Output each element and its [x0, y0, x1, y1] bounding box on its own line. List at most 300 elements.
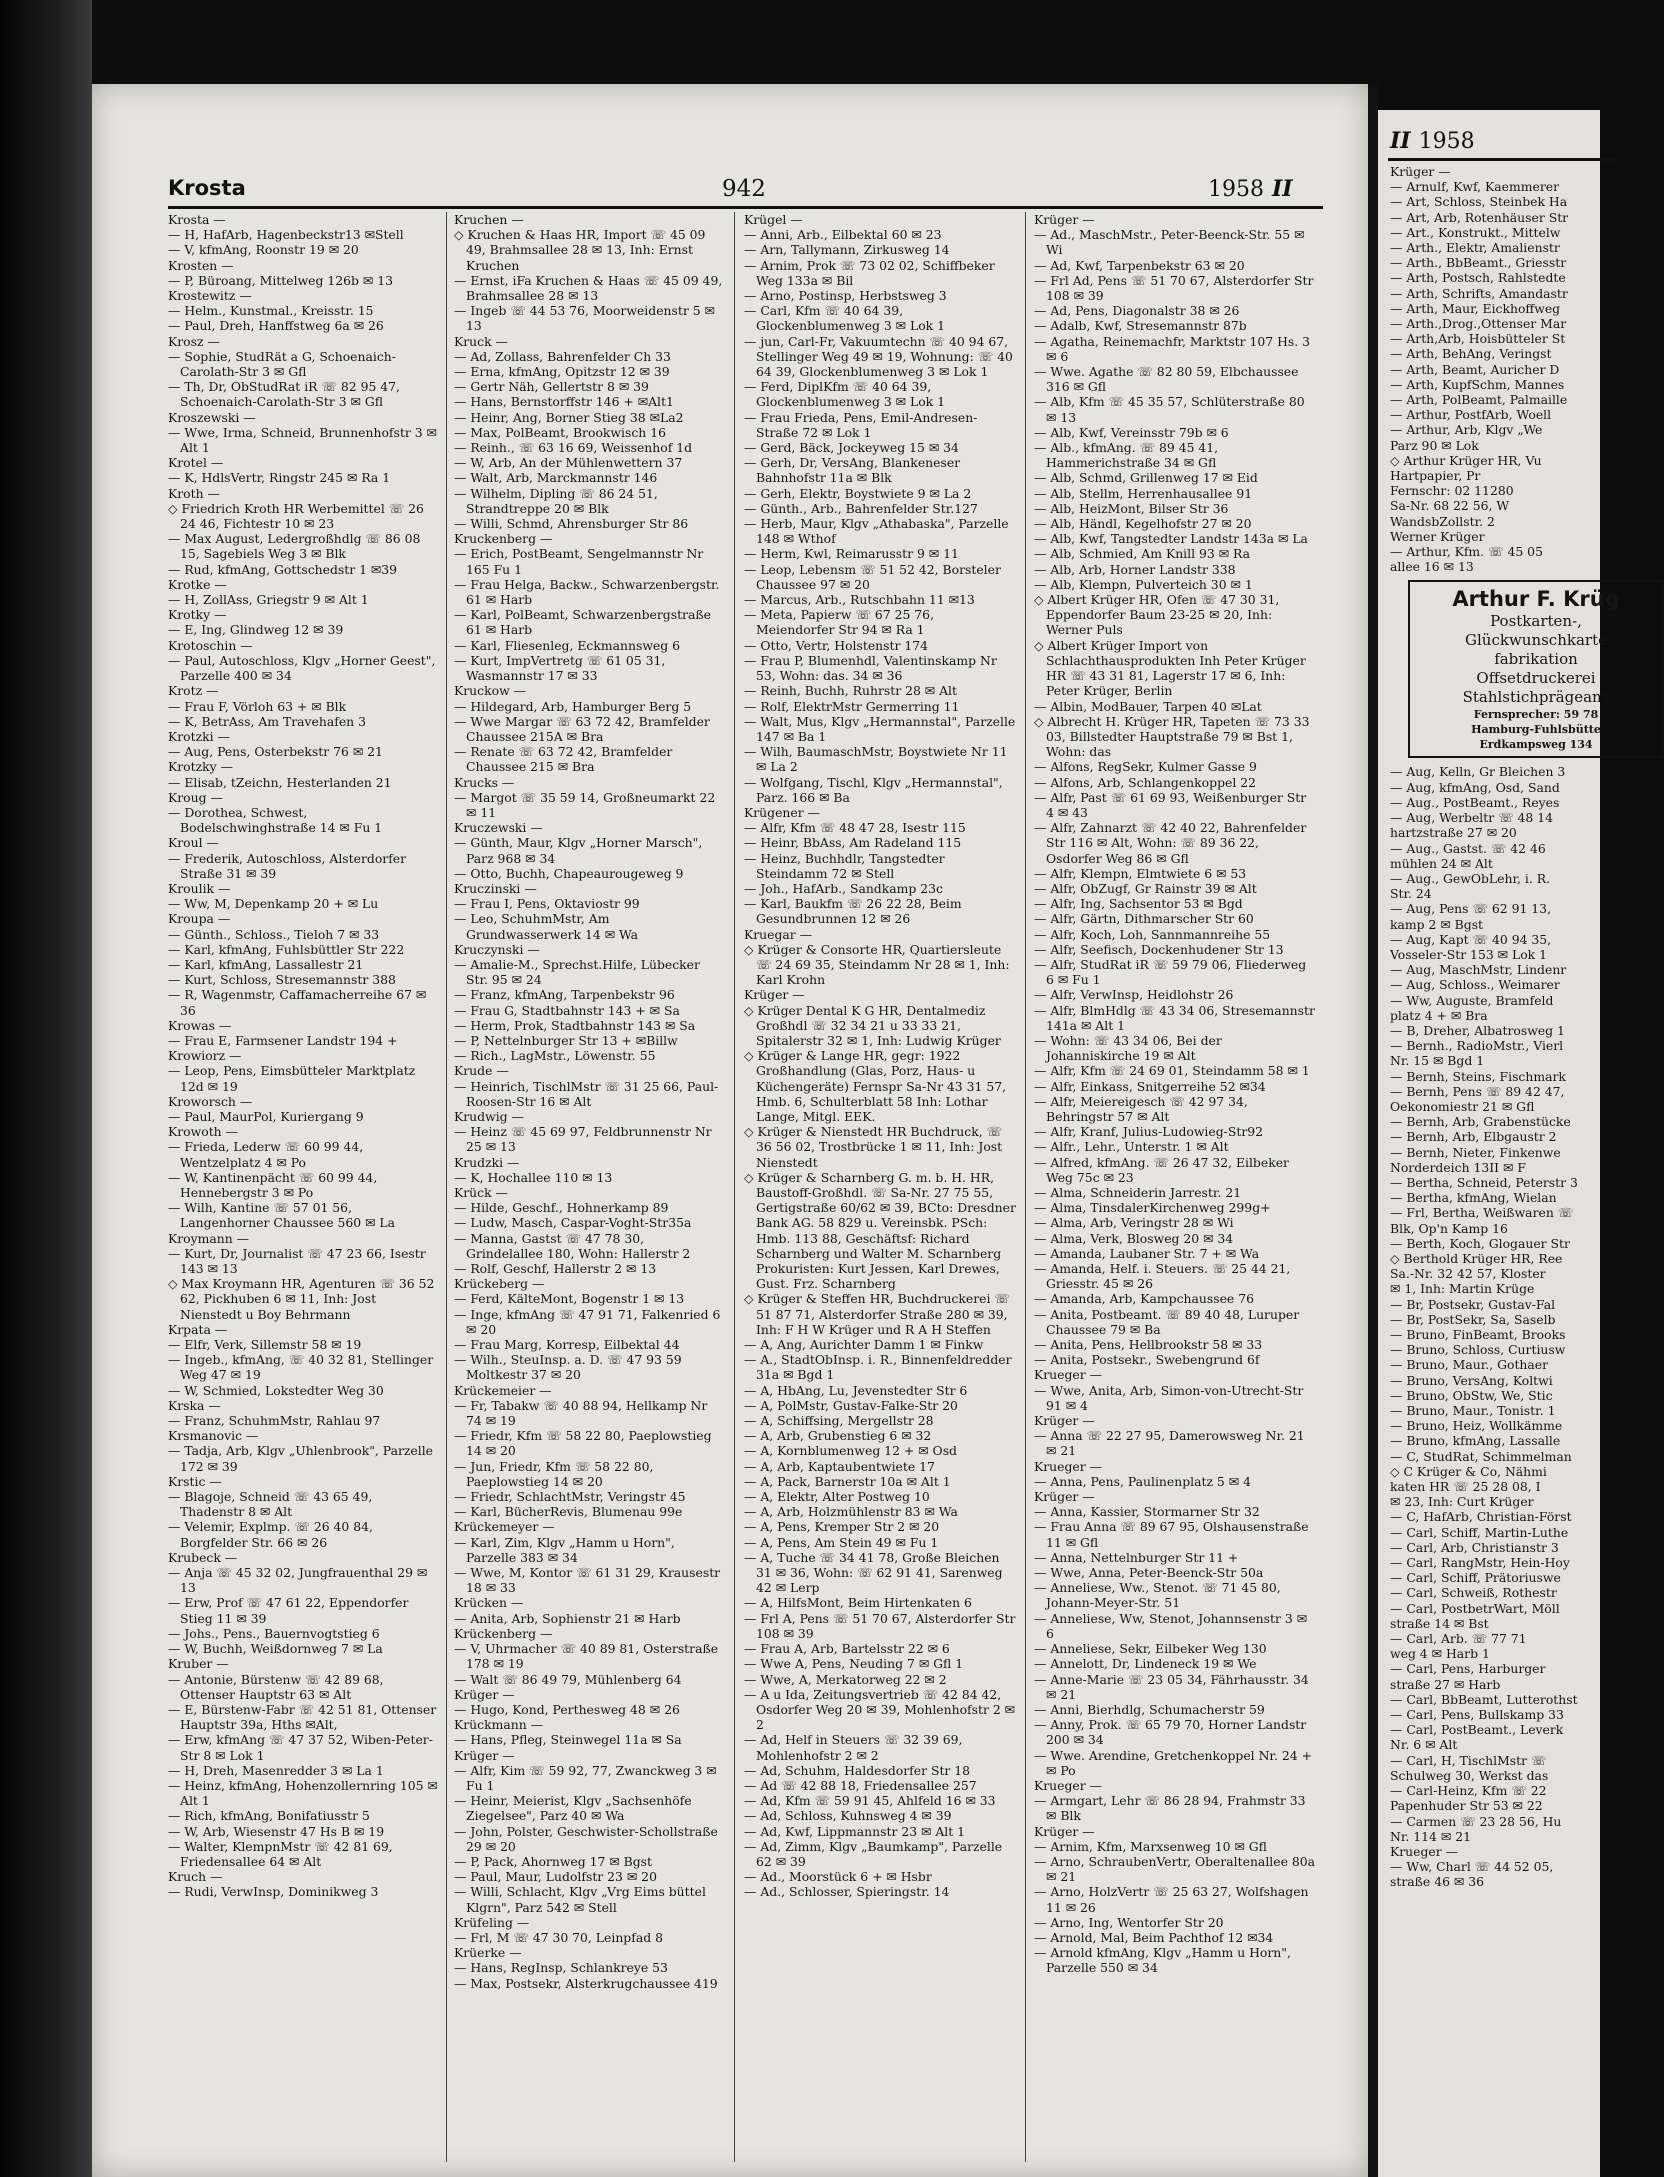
directory-entry: — Wwe, Anita, Arb, Simon-von-Utrecht-Str 91 ✉ 4 — [1034, 1382, 1304, 1413]
facing-header-rule — [1388, 158, 1618, 161]
facing-entry: — Bernh., RadioMstr., Vierl — [1390, 1038, 1564, 1054]
facing-entry: Nr. 114 ✉ 21 — [1390, 1828, 1471, 1844]
directory-entry: — Ingeb., kfmAng, ☏ 40 32 81, Stellinger Weg 47 ✉ 19 — [168, 1352, 434, 1383]
facing-entry: — Arth, Beamt, Auricher D — [1390, 361, 1560, 377]
scan-margin — [0, 0, 92, 2177]
surname-heading: Krotoschin — — [168, 637, 253, 653]
directory-entry: — Kurt, Dr, Journalist ☏ 47 23 66, Isestr 143 ✉ 13 — [168, 1245, 426, 1277]
directory-entry: — Ad, Helf in Steuers ☏ 32 39 69, Mohlenhofstr 2 ✉ 2 — [744, 1732, 963, 1763]
facing-entry: Oekonomiestr 21 ✉ Gfl — [1390, 1098, 1535, 1114]
directory-entry: — Armgart, Lehr ☏ 86 28 94, Frahmstr 33 ✉ Blk — [1034, 1793, 1306, 1824]
directory-entry: — Anita, Postsekr., Swebengrund 6f — [1034, 1352, 1260, 1368]
surname-heading: Krudwig — — [454, 1108, 524, 1124]
directory-entry: — Karl, Zim, Klgv „Hamm u Horn", Parzelle 383 ✉ 34 — [454, 1534, 675, 1565]
directory-entry: — Aug, Pens, Osterbekstr 76 ✉ 21 — [168, 744, 383, 760]
directory-entry: — Ferd, DiplKfm ☏ 40 64 39, Glockenblumenweg 3 ✉ Lok 1 — [744, 379, 945, 410]
facing-entry: — Arth,Arb, Hoisbütteler St — [1390, 331, 1566, 347]
directory-entry: — Alb, HeizMont, Bilser Str 36 — [1034, 500, 1229, 516]
surname-heading: Kruczewski — — [454, 820, 543, 836]
page-gutter — [1368, 84, 1378, 2177]
facing-entry: — Aug., Gastst. ☏ 42 46 — [1390, 840, 1546, 856]
directory-entry: — A, Ang, Aurichter Damm 1 ✉ Finkw — [744, 1337, 984, 1353]
directory-entry: — Wwe, Irma, Schneid, Brunnenhofstr 3 ✉ Alt 1 — [168, 424, 437, 456]
directory-entry: — Friedr, SchlachtMstr, Veringstr 45 — [454, 1489, 686, 1505]
surname-heading: Krotzki — — [168, 728, 230, 744]
surname-heading: Krüerke — — [454, 1945, 522, 1961]
facing-entry: kamp 2 ✉ Bgst — [1390, 916, 1484, 932]
facing-entry: — Carl, Schiff, Prätoriuswe — [1390, 1570, 1561, 1586]
facing-entry: — Bruno, Schloss, Curtiusw — [1390, 1342, 1566, 1358]
ad-address: Hamburg-Fuhlsbütte — [1471, 723, 1601, 737]
directory-entry: — Alfr, Einkass, Snitgerreihe 52 ✉34 — [1034, 1078, 1266, 1094]
directory-entry: — Alb, Kwf, Vereinsstr 79b ✉ 6 — [1034, 424, 1229, 440]
ad-line: Postkarten-, — [1490, 612, 1582, 631]
facing-entry: straße 46 ✉ 36 — [1390, 1874, 1484, 1890]
directory-entry: — Th, Dr, ObStudRat iR ☏ 82 95 47, Schoenaich-Carolath-Str 3 ✉ Gfl — [168, 379, 400, 410]
firm-entry: ◇ Friedrich Kroth HR Werbemittel ☏ 26 24 46, Fichtestr 10 ✉ 23 — [168, 500, 424, 532]
facing-entry: ◇ C Krüger & Co, Nähmi — [1390, 1463, 1547, 1479]
header-rule — [168, 206, 1323, 209]
directory-entry: — A, Tuche ☏ 34 41 78, Große Bleichen 31 ✉ 36, Wohn: ☏ 62 91 41, Sarenweg 42 ✉ Lerp — [744, 1549, 1003, 1596]
directory-entry: — W, Arb, Wiesenstr 47 Hs B ✉ 19 — [168, 1823, 385, 1839]
surname-heading: Kruber — — [168, 1656, 229, 1672]
directory-entry: — Heinz, kfmAng, Hohenzollernring 105 ✉ Alt 1 — [168, 1777, 438, 1809]
facing-entries-top — [1390, 164, 1650, 574]
directory-entry: — Erna, kfmAng, Opitzstr 12 ✉ 39 — [454, 364, 670, 380]
facing-entry: — Art, Arb, Rotenhäuser Str — [1390, 209, 1569, 225]
facing-entry: — Frl, Bertha, Weißwaren ☏ — [1390, 1205, 1574, 1221]
directory-entry: — Rich, kfmAng, Bonifatiusstr 5 — [168, 1808, 370, 1824]
directory-entry: — Frau I, Pens, Oktaviostr 99 — [454, 896, 640, 912]
directory-entry: — Wwe Margar ☏ 63 72 42, Bramfelder Chaussee 215A ✉ Bra — [454, 713, 710, 744]
facing-entry: — Arnulf, Kwf, Kaemmerer — [1390, 179, 1560, 195]
directory-entry: — A, Elektr, Alter Postweg 10 — [744, 1489, 930, 1505]
facing-entry: — Arth, BehAng, Veringst — [1390, 346, 1552, 362]
surname-heading: Kroymann — — [168, 1230, 250, 1246]
directory-entry: — Alfr, StudRat iR ☏ 59 79 06, Fliederweg 6 ✉ Fu 1 — [1034, 956, 1307, 988]
facing-entry: — Carl, Schweiß, Rothestr — [1390, 1585, 1557, 1601]
facing-entry: — Bruno, Maur., Gothaer — [1390, 1357, 1549, 1373]
firm-entry: ◇ Albrecht H. Krüger HR, Tapeten ☏ 73 33 03, Billstedter Hauptstraße 79 ✉ Bst 1, Wohn: das — [1034, 713, 1310, 760]
directory-entry: — Walt, Arb, Marckmannstr 146 — [454, 470, 658, 486]
facing-entry: — Bernh, Nieter, Finkenwe — [1390, 1144, 1561, 1160]
directory-entry: — Alfr, Kfm ☏ 48 47 28, Isestr 115 — [744, 820, 966, 836]
column-divider — [446, 212, 447, 2162]
directory-entry: — Alfr, Kim ☏ 59 92, 77, Zwanckweg 3 ✉ Fu 1 — [454, 1762, 717, 1793]
ad-line: Offsetdruckerei — [1476, 669, 1596, 688]
facing-entry: Nr. 6 ✉ Alt — [1390, 1737, 1458, 1753]
directory-entry: — Ad, Pens, Diagonalstr 38 ✉ 26 — [1034, 303, 1240, 319]
facing-entry: — Carl, Pens, Harburger — [1390, 1661, 1546, 1677]
surname-heading: Kroth — — [168, 485, 220, 501]
facing-entry: — Carl-Heinz, Kfm ☏ 22 — [1390, 1783, 1547, 1799]
surname-heading: Krotky — — [168, 607, 227, 623]
running-head: Krosta — [168, 176, 246, 200]
surname-heading: Krucks — — [454, 774, 515, 790]
directory-entry: — Otto, Buchh, Chapeaurougeweg 9 — [454, 865, 684, 881]
facing-entry: — Arthur, Arb, Klgv „We — [1390, 422, 1543, 438]
directory-entry: — John, Polster, Geschwister-Schollstraße 29 ✉ 20 — [454, 1823, 718, 1854]
facing-entry: — Bernh, Steins, Fischmark — [1390, 1068, 1566, 1084]
directory-entry: — A, Arb, Kaptaubentwiete 17 — [744, 1458, 935, 1474]
facing-entry: — Arth., BbBeamt., Griesstr — [1390, 255, 1567, 271]
surname-heading: Krostewitz — — [168, 288, 252, 304]
facing-entry: — Arth., Elektr, Amalienstr — [1390, 240, 1560, 256]
directory-entry: — Wwe, M, Kontor ☏ 61 31 29, Krausestr 18 ✉ 33 — [454, 1565, 721, 1596]
directory-entry: — Frau Helga, Backw., Schwarzenbergstr. 61 ✉ Harb — [454, 576, 720, 608]
directory-entry: — Kurt, Schloss, Stresemannstr 388 — [168, 972, 396, 988]
facing-entry: — B, Dreher, Albatrosweg 1 — [1390, 1022, 1565, 1038]
facing-entry: — Carl, RangMstr, Hein-Hoy — [1390, 1555, 1570, 1571]
directory-entry: — Anita, Arb, Sophienstr 21 ✉ Harb — [454, 1610, 681, 1626]
directory-entry: — Anneliese, Ww., Stenot. ☏ 71 45 80, Johann-Meyer-Str. 51 — [1034, 1580, 1281, 1611]
firm-entry: ◇ Krüger & Nienstedt HR Buchdruck, ☏ 36 56 02, Trostbrücke 1 ✉ 11, Inh: Jost Nienstedt — [744, 1124, 1003, 1170]
facing-entry: — Aug., PostBeamt., Reyes — [1390, 794, 1560, 810]
directory-entry: — Alfr, BlmHdlg ☏ 43 34 06, Stresemannstr 141a ✉ Alt 1 — [1034, 1002, 1315, 1033]
facing-entry: — Bernh, Pens ☏ 89 42 47, — [1390, 1083, 1565, 1099]
directory-entry: — Dorothea, Schwest, Bodelschwinghstraße 14 ✉ Fu 1 — [168, 804, 383, 836]
directory-entry: — Erich, PostBeamt, Sengelmannstr Nr 165 Fu 1 — [454, 546, 704, 577]
surname-heading: Krückemeyer — — [454, 1519, 555, 1535]
directory-entry: — Ad, Kfm ☏ 59 91 45, Ahlfeld 16 ✉ 33 — [744, 1793, 996, 1809]
directory-entry: — Renate ☏ 63 72 42, Bramfelder Chaussee 215 ✉ Bra — [454, 744, 673, 775]
directory-entry: — Ad., Schlosser, Spieringstr. 14 — [744, 1884, 950, 1900]
directory-entry: — Heinz ☏ 45 69 97, Feldbrunnenstr Nr 25 ✉ 13 — [454, 1124, 712, 1155]
directory-entry: — Heinr, Meierist, Klgv „Sachsenhöfe Ziegelsee", Parz 40 ✉ Wa — [454, 1793, 692, 1824]
directory-entry: — Ad, Zimm, Klgv „Baumkamp", Parzelle 62 ✉ 39 — [744, 1838, 1003, 1869]
directory-entry: — Reinh, Buchh, Ruhrstr 28 ✉ Alt — [744, 683, 957, 699]
facing-column — [1390, 164, 1650, 1890]
directory-entry: — Carl, Kfm ☏ 40 64 39, Glockenblumenweg 3 ✉ Lok 1 — [744, 303, 945, 334]
surname-heading: Kruckenberg — — [454, 531, 553, 547]
surname-heading: Krüger — — [454, 1747, 515, 1763]
directory-entry: — Erw, kfmAng ☏ 47 37 52, Wiben-Peter-Str 8 ✉ Lok 1 — [168, 1732, 433, 1763]
directory-entry: — Leop, Pens, Eimsbütteler Marktplatz 12d ✉ 19 — [168, 1063, 416, 1094]
firm-entry: ◇ Albert Krüger HR, Ofen ☏ 47 30 31, Eppendorfer Baum 23-25 ✉ 20, Inh: Werner Puls — [1034, 592, 1280, 638]
directory-entry: — Ad, Zollass, Bahrenfelder Ch 33 — [454, 348, 671, 364]
directory-entry: — E, Ing, Glindweg 12 ✉ 39 — [168, 622, 344, 638]
facing-entry: — Bruno, FinBeamt, Brooks — [1390, 1327, 1566, 1342]
directory-entry: — Ludw, Masch, Caspar-Voght-Str35a — [454, 1215, 692, 1231]
directory-entry: — Rolf, Geschf, Hallerstr 2 ✉ 13 — [454, 1261, 657, 1277]
facing-entry: — Carl, Schiff, Martin-Luthe — [1390, 1524, 1569, 1540]
directory-entry: — Ad., MaschMstr., Peter-Beenck-Str. 55 ✉ Wi — [1034, 227, 1305, 258]
directory-entry: — A, Arb, Holzmühlenstr 83 ✉ Wa — [744, 1504, 958, 1520]
directory-entry: — Rudi, VerwInsp, Dominikweg 3 — [168, 1884, 379, 1900]
directory-entry: — Günth, Maur, Klgv „Horner Marsch", Parz 968 ✉ 34 — [454, 835, 703, 866]
directory-entry: — W, Arb, An der Mühlenwettern 37 — [454, 455, 683, 471]
facing-page-header — [1390, 128, 1475, 154]
surname-heading: Kruckow — — [454, 683, 527, 699]
surname-heading: Krueger — — [1034, 1367, 1103, 1383]
surname-heading: Krückemeier — — [454, 1382, 552, 1398]
directory-entry: — Amanda, Arb, Kampchaussee 76 — [1034, 1291, 1254, 1307]
facing-entry: straße 27 ✉ Harb — [1390, 1676, 1501, 1692]
directory-entry: — Fr, Tabakw ☏ 40 88 94, Hellkamp Nr 74 ✉ 19 — [454, 1397, 708, 1429]
directory-entry: — Ingeb ☏ 44 53 76, Moorweidenstr 5 ✉ 13 — [454, 303, 715, 334]
directory-entry: — Ad, Kwf, Tarpenbekstr 63 ✉ 20 — [1034, 257, 1245, 273]
directory-entry: — Herm, Kwl, Reimarusstr 9 ✉ 11 — [744, 546, 959, 562]
surname-heading: Krüger — — [1034, 1489, 1095, 1505]
surname-heading: Krücken — — [454, 1595, 524, 1611]
facing-entry: — Bruno, Heiz, Wollkämme — [1390, 1418, 1563, 1434]
directory-entry: — Alb., kfmAng. ☏ 89 45 41, Hammerichstraße 34 ✉ Gfl — [1034, 440, 1219, 471]
facing-entry: — Br, PostSekr, Sa, Saselb — [1390, 1311, 1556, 1327]
directory-entry: — Alfons, RegSekr, Kulmer Gasse 9 — [1034, 759, 1257, 775]
directory-entry: — Karl, BücherRevis, Blumenau 99e — [454, 1504, 683, 1520]
facing-page — [1378, 110, 1620, 2177]
directory-entry: — Alfons, Arb, Schlangenkoppel 22 — [1034, 774, 1256, 790]
directory-entry: — Otto, Vertr, Holstenstr 174 — [744, 637, 928, 653]
directory-entry: — Hans, Bernstorffstr 146 + ✉Alt1 — [454, 394, 674, 410]
facing-entry: — Bruno, VersAng, Koltwi — [1390, 1372, 1553, 1388]
directory-entry: — Anne-Marie ☏ 23 05 34, Fährhausstr. 34 ✉ 21 — [1034, 1671, 1309, 1702]
surname-heading: Krowas — — [168, 1017, 232, 1033]
directory-entry: — W, Buchh, Weißdornweg 7 ✉ La — [168, 1641, 383, 1657]
directory-entry: — Marcus, Arb., Rutschbahn 11 ✉13 — [744, 592, 975, 608]
directory-entry: — Herm, Prok, Stadtbahnstr 143 ✉ Sa — [454, 1017, 696, 1033]
directory-entry: — Alfr, ObZugf, Gr Rainstr 39 ✉ Alt — [1034, 880, 1257, 896]
facing-entry: Nr. 15 ✉ Bgd 1 — [1390, 1053, 1485, 1069]
surname-heading: Krowoth — — [168, 1124, 238, 1140]
facing-entry: Werner Krüger — [1390, 528, 1485, 544]
directory-entry: — Wwe, Anna, Peter-Beenck-Str 50a — [1034, 1565, 1264, 1581]
directory-entry: — Hans, RegInsp, Schlankreye 53 — [454, 1960, 668, 1976]
directory-entry: — Karl, kfmAng, Fuhlsbüttler Str 222 — [168, 941, 405, 957]
facing-entry: — Carl, Arb. ☏ 77 71 — [1390, 1631, 1527, 1647]
directory-entry: — Alfr., Lehr., Unterstr. 1 ✉ Alt — [1034, 1139, 1229, 1155]
directory-entry: — Frederik, Autoschloss, Alsterdorfer Straße 31 ✉ 39 — [168, 850, 407, 881]
surname-heading: Krosz — — [168, 333, 220, 349]
directory-entry: — W, Kantinenpächt ☏ 60 99 44, Hennebergstr 3 ✉ Po — [168, 1169, 378, 1200]
directory-entry: — Blagoje, Schneid ☏ 43 65 49, Thadenstr 8 ✉ Alt — [168, 1489, 373, 1520]
year-volume — [1208, 176, 1293, 206]
facing-entry: — Aug., GewObLehr, i. R. — [1390, 870, 1551, 886]
surname-heading: Krueger — — [1034, 1458, 1103, 1474]
directory-entry: — A, Arb, Grubenstieg 6 ✉ 32 — [744, 1428, 932, 1444]
directory-entry: — Paul, Dreh, Hanffstweg 6a ✉ 26 — [168, 318, 384, 334]
directory-entry: — Max, Postsekr, Alsterkrugchaussee 419 — [454, 1975, 718, 1991]
directory-entry: — Frau Marg, Korresp, Eilbektal 44 — [454, 1337, 680, 1353]
directory-entry: — Walt, Mus, Klgv „Hermannstal", Parzelle 147 ✉ Ba 1 — [744, 713, 1016, 744]
directory-entry: — Anita, Pens, Hellbrookstr 58 ✉ 33 — [1034, 1337, 1263, 1353]
facing-entry: — Ww, Charl ☏ 44 52 05, — [1390, 1859, 1554, 1875]
facing-entry: ◇ Berthold Krüger HR, Ree — [1390, 1250, 1563, 1266]
directory-entry: — Gertr Näh, Gellertstr 8 ✉ 39 — [454, 379, 649, 395]
directory-entry: — Frl Ad, Pens ☏ 51 70 67, Alsterdorfer Str 108 ✉ 39 — [1034, 272, 1314, 304]
directory-entry: — Willi, Schmd, Ahrensburger Str 86 — [454, 516, 689, 532]
directory-entry: — Alb, Schmd, Grillenweg 17 ✉ Eid — [1034, 470, 1258, 486]
directory-entry: — Hilde, Geschf., Hohnerkamp 89 — [454, 1200, 669, 1216]
directory-entry: — Alma, Schneiderin Jarrestr. 21 — [1034, 1185, 1242, 1200]
directory-entry: — Gerd, Bäck, Jockeyweg 15 ✉ 34 — [744, 440, 959, 456]
directory-entry: — Anita, Postbeamt. ☏ 89 40 48, Luruper Chaussee 79 ✉ Ba — [1034, 1306, 1300, 1337]
facing-entry: mühlen 24 ✉ Alt — [1390, 855, 1493, 871]
directory-entry: — H, HafArb, Hagenbeckstr13 ✉Stell — [168, 227, 404, 243]
directory-entry: — K, HdlsVertr, Ringstr 245 ✉ Ra 1 — [168, 470, 391, 486]
directory-entry: — Anni, Arb., Eilbektal 60 ✉ 23 — [744, 227, 942, 243]
directory-entry: — Frau A, Arb, Bartelsstr 22 ✉ 6 — [744, 1641, 950, 1657]
surname-heading: Krüger — — [744, 987, 805, 1003]
directory-entry: — Arnim, Kfm, Marxsenweg 10 ✉ Gfl — [1034, 1838, 1267, 1854]
ad-phone: Fernsprecher: 59 78 — [1473, 708, 1599, 722]
directory-entry: — Gerh, Elektr, Boystwiete 9 ✉ La 2 — [744, 485, 972, 501]
surname-heading: Krügener — — [744, 804, 820, 820]
directory-entry: — Paul, Autoschloss, Klgv „Horner Geest", Parzelle 400 ✉ 34 — [168, 652, 436, 684]
directory-entry: — Albin, ModBauer, Tarpen 40 ✉Lat — [1034, 698, 1262, 714]
facing-entry: — Bernh, Arb, Elbgaustr 2 — [1390, 1129, 1557, 1145]
facing-entry: Sa.-Nr. 32 42 57, Kloster — [1390, 1266, 1546, 1282]
directory-entry: — K, BetrAss, Am Travehafen 3 — [168, 713, 366, 729]
facing-entry: — Carl, BbBeamt, Lutterothst — [1390, 1691, 1578, 1707]
surname-heading: Kroszewski — — [168, 409, 256, 425]
directory-entry: — Leop, Lebensm ☏ 51 52 42, Borsteler Chaussee 97 ✉ 20 — [744, 561, 1001, 592]
volume: II — [1272, 176, 1293, 202]
directory-entry: — Alb, Kwf, Tangstedter Landstr 143a ✉ La — [1034, 531, 1308, 547]
directory-entry: — Paul, MaurPol, Kuriergang 9 — [168, 1108, 364, 1124]
directory-entry: — Ad, Kwf, Lippmannstr 23 ✉ Alt 1 — [744, 1823, 966, 1839]
directory-entry: — Max August, Ledergroßhdlg ☏ 86 08 15, Sagebiels Weg 3 ✉ Blk — [168, 531, 421, 562]
surname-heading: Krückenberg — — [454, 1625, 553, 1641]
page-number: 942 — [722, 176, 766, 202]
directory-entry: — Alfr, Seefisch, Dockenhudener Str 13 — [1034, 941, 1284, 957]
directory-entry: — Ferd, KälteMont, Bogenstr 1 ✉ 13 — [454, 1291, 685, 1307]
directory-entry: — A, Pack, Barnerstr 10a ✉ Alt 1 — [744, 1473, 951, 1489]
facing-entry: Krueger — — [1390, 1843, 1459, 1859]
surname-heading: Krubeck — — [168, 1549, 238, 1565]
directory-entry: — Wilhelm, Dipling ☏ 86 24 51, Strandtreppe 20 ✉ Blk — [454, 485, 658, 516]
directory-entry: — Arno, SchraubenVertr, Oberaltenallee 80a ✉ 21 — [1034, 1853, 1316, 1885]
directory-entry: — Alfr, Kranf, Julius-Ludowieg-Str92 — [1034, 1124, 1264, 1140]
surname-heading: Krüfeling — — [454, 1914, 530, 1930]
directory-entry: — Frau P, Blumenhdl, Valentinskamp Nr 53, Wohn: das. 34 ✉ 36 — [744, 652, 997, 684]
firm-entry: ◇ Krüger & Steffen HR, Buchdruckerei ☏ 51 87 71, Alsterdorfer Straße 280 ✉ 39, Inh: F H W Krüger und R A H Steffen — [744, 1291, 1010, 1337]
surname-heading: Kroulik — — [168, 880, 231, 896]
directory-entry: — H, ZollAss, Griegstr 9 ✉ Alt 1 — [168, 592, 369, 608]
directory-entry: — Arno, HolzVertr ☏ 25 63 27, Wolfshagen 11 ✉ 26 — [1034, 1884, 1309, 1915]
directory-entry: — Ad, Schuhm, Haldesdorfer Str 18 — [744, 1762, 971, 1778]
directory-entry: — Karl, PolBeamt, Schwarzenbergstraße 61 ✉ Harb — [454, 607, 711, 638]
column-2 — [454, 212, 724, 2157]
directory-entry: — Wilh, Kantine ☏ 57 01 56, Langenhorner Chaussee 560 ✉ La — [168, 1200, 396, 1231]
facing-entry: — Bruno, kfmAng, Lassalle — [1390, 1433, 1561, 1449]
directory-entry: — A, Kornblumenweg 12 + ✉ Osd — [744, 1443, 957, 1459]
directory-entry: — Arn, Tallymann, Zirkusweg 14 — [744, 242, 950, 258]
directory-entry: — A, PolMstr, Gustav-Falke-Str 20 — [744, 1397, 958, 1413]
directory-entry: — Wwe. Agathe ☏ 82 80 59, Elbchaussee 316 ✉ Gfl — [1034, 364, 1299, 395]
firm-entry: ◇ Krüger & Lange HR, gegr: 1922 Großhandlung (Glas, Porz, Haus- u Küchengeräte) Fernspr Sa-Nr 43 31 57, Hmb. 6, Schulterblatt 58 Inh: Lothar Lange, Mitgl. EEK. — [744, 1048, 1007, 1124]
directory-entry: — Alfr, Past ☏ 61 69 93, Weißenburger Str 4 ✉ 43 — [1034, 789, 1307, 820]
directory-entry: — jun, Carl-Fr, Vakuumtechn ☏ 40 94 67, Stellinger Weg 49 ✉ 19, Wohnung: ☏ 40 64 39, Glockenblumenweg 3 ✉ Lok 1 — [744, 333, 1013, 380]
facing-entry: Papenhuder Str 53 ✉ 22 — [1390, 1798, 1543, 1814]
facing-entry: Sa-Nr. 68 22 56, W — [1390, 498, 1510, 514]
directory-entry: — Adalb, Kwf, Stresemannstr 87b — [1034, 318, 1247, 334]
ad-title: Arthur F. Krüg — [1452, 587, 1620, 612]
directory-entry: — Alb, Schmied, Am Knill 93 ✉ Ra — [1034, 546, 1251, 562]
directory-entry: — Wwe. Arendine, Gretchenkoppel Nr. 24 + ✉ Po — [1034, 1747, 1312, 1778]
directory-entry: — Ww, M, Depenkamp 20 + ✉ Lu — [168, 896, 379, 912]
directory-entry: — Anna, Pens, Paulinenplatz 5 ✉ 4 — [1034, 1473, 1251, 1489]
directory-entry: — Heinz, Buchhdlr, Tangstedter Steindamm 72 ✉ Stell — [744, 850, 945, 881]
facing-entry: — Bruno, Maur., Tonistr. 1 — [1390, 1403, 1556, 1419]
facing-entry: allee 16 ✉ 13 — [1390, 559, 1474, 575]
directory-entry: — Ad, Schloss, Kuhnsweg 4 ✉ 39 — [744, 1808, 952, 1824]
directory-entry: — Alfr, Gärtn, Dithmarscher Str 60 — [1034, 911, 1254, 927]
directory-entry: — Anny, Prok. ☏ 65 79 70, Horner Landstr 200 ✉ 34 — [1034, 1717, 1307, 1748]
facing-entry: — Ww, Auguste, Bramfeld — [1390, 992, 1554, 1008]
directory-entry: — Frau Anna ☏ 89 67 95, Olshausenstraße 11 ✉ Gfl — [1034, 1519, 1309, 1550]
facing-entry: Norderdeich 13II ✉ F — [1390, 1159, 1526, 1175]
surname-heading: Krüger — — [1034, 212, 1095, 227]
directory-entry: — A, HbAng, Lu, Jevenstedter Str 6 — [744, 1382, 968, 1398]
facing-entry: — Bertha, Schneid, Peterstr 3 — [1390, 1174, 1578, 1190]
directory-entry: — Hildegard, Arb, Hamburger Berg 5 — [454, 698, 692, 714]
firm-entry: ◇ Albert Krüger Import von Schlachthausprodukten Inh Peter Krüger HR ☏ 43 31 81, Lagerstr 17 ✉ 6, Inh: Peter Krüger, Berlin — [1034, 637, 1306, 699]
directory-entry: — Inge, kfmAng ☏ 47 91 71, Falkenried 6 ✉ 20 — [454, 1306, 721, 1337]
directory-entry: — Alfred, kfmAng. ☏ 26 47 32, Eilbeker Weg 75c ✉ 23 — [1034, 1154, 1289, 1185]
directory-entry: — Franz, SchuhmMstr, Rahlau 97 — [168, 1413, 381, 1429]
ad-line: fabrikation — [1494, 650, 1578, 669]
facing-entry: — Carmen ☏ 23 28 56, Hu — [1390, 1813, 1562, 1829]
facing-entry: WandsbZollstr. 2 — [1390, 513, 1495, 529]
directory-entry: — Reinh., ☏ 63 16 69, Weissenhof 1d — [454, 440, 693, 456]
facing-entry: — Aug, Schloss., Weimarer — [1390, 977, 1560, 993]
facing-entry: — Bernh, Arb, Grabenstücke — [1390, 1114, 1571, 1130]
directory-entry: — K, Hochallee 110 ✉ 13 — [454, 1169, 613, 1185]
facing-entry: — C, HafArb, Christian-Först — [1390, 1509, 1572, 1525]
column-3 — [744, 212, 1016, 2157]
firm-entry: ◇ Krüger Dental K G HR, Dentalmediz Großhdl ☏ 32 34 21 u 33 33 21, Spitalerstr 32 ✉ 1, Inh: Ludwig Krüger — [744, 1002, 1001, 1048]
surname-heading: Krückmann — — [454, 1717, 544, 1733]
ad-line: Stahlstichprägeans — [1462, 688, 1610, 707]
directory-entry: — Anna, Kassier, Stormarner Str 32 — [1034, 1504, 1260, 1520]
facing-entry: Schulweg 30, Werkst das — [1390, 1767, 1549, 1783]
facing-entry: — Art, Schloss, Steinbek Ha — [1390, 194, 1568, 210]
facing-entry: — Bruno, ObStw, We, Stic — [1390, 1387, 1553, 1403]
surname-heading: Krosten — — [168, 257, 234, 273]
directory-entry: — E, Bürstenw-Fabr ☏ 42 51 81, Ottenser Hauptstr 39a, Hths ✉Alt, — [168, 1701, 437, 1733]
directory-entry: — Paul, Maur, Ludolfstr 23 ✉ 20 — [454, 1869, 657, 1885]
directory-entry: — W, Schmied, Lokstedter Weg 30 — [168, 1382, 384, 1398]
surname-heading: Krudzki — — [454, 1154, 520, 1170]
directory-entry: — Alb, Kfm ☏ 45 35 57, Schlüterstraße 80 ✉ 13 — [1034, 394, 1305, 425]
directory-page — [92, 84, 1368, 2177]
facing-entry: — Arthur, PostfArb, Woell — [1390, 407, 1552, 423]
facing-entry: ◇ Arthur Krüger HR, Vu — [1390, 452, 1542, 468]
directory-entry: — Alb, Klempn, Pulverteich 30 ✉ 1 — [1034, 576, 1253, 592]
directory-entry: — Anneliese, Ww, Stenot, Johannsenstr 3 ✉ 6 — [1034, 1610, 1308, 1641]
facing-entry: — Arth, Schrifts, Amandastr — [1390, 285, 1568, 301]
directory-entry: — P, Pack, Ahornweg 17 ✉ Bgst — [454, 1853, 653, 1869]
directory-entry: — Erw, Prof ☏ 47 61 22, Eppendorfer Stieg 11 ✉ 39 — [168, 1595, 409, 1626]
directory-entry: — Anna, Nettelnburger Str 11 + — [1034, 1549, 1239, 1565]
facing-entry: — Aug, Kapt ☏ 40 94 35, — [1390, 931, 1552, 947]
directory-entry: — Rolf, ElektrMstr Germerring 11 — [744, 698, 960, 714]
firm-entry: ◇ Krüger & Consorte HR, Quartiersleute ☏ 24 69 35, Steindamm Nr 28 ✉ 1, Inh: Karl Krohn — [744, 941, 1010, 988]
surname-heading: Krüger — — [1034, 1823, 1095, 1839]
facing-entry: hartzstraße 27 ✉ 20 — [1390, 825, 1517, 841]
facing-entry: — Arth, PolBeamt, Palmaille — [1390, 392, 1568, 408]
directory-entry: — Anni, Bierhdlg, Schumacherstr 59 — [1034, 1701, 1265, 1717]
facing-entry: Blk, Op'n Kamp 16 — [1390, 1220, 1508, 1236]
directory-entry: — Joh., HafArb., Sandkamp 23c — [744, 880, 943, 896]
directory-entry: — V, Uhrmacher ☏ 40 89 81, Osterstraße 178 ✉ 19 — [454, 1641, 719, 1672]
directory-entry: — Annelott, Dr, Lindeneck 19 ✉ We — [1034, 1656, 1257, 1672]
directory-entry: — Herb, Maur, Klgv „Athabaska", Parzelle 148 ✉ Wthof — [744, 516, 1009, 547]
ad-line: Glückwunschkarte — [1465, 631, 1607, 650]
directory-entry: — Arnim, Prok ☏ 73 02 02, Schiffbeker Weg 133a ✉ Bil — [744, 257, 995, 288]
surname-heading: Krude — — [454, 1063, 509, 1079]
